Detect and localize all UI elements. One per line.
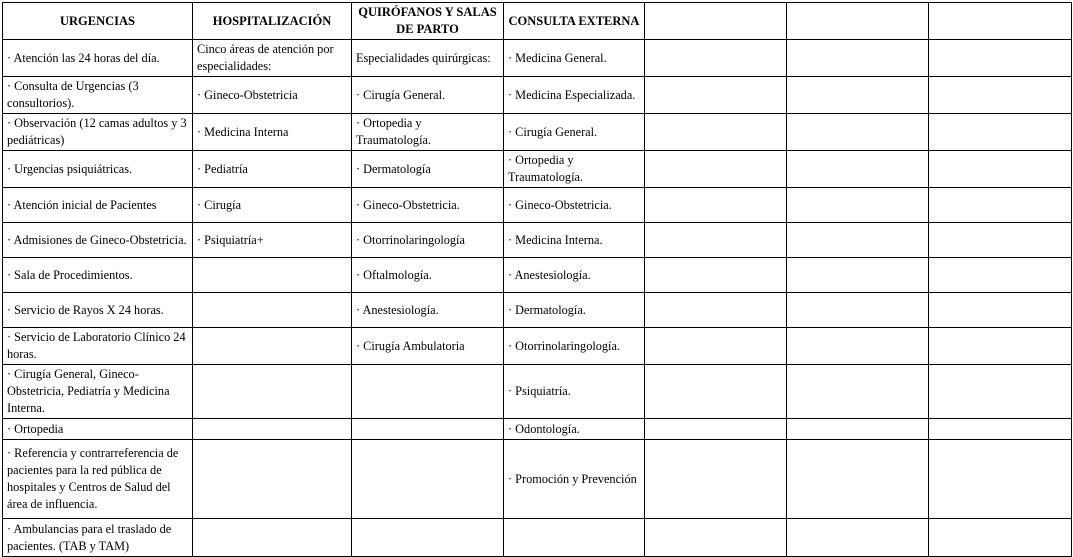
table-cell (352, 419, 504, 440)
table-cell (193, 419, 352, 440)
table-cell (787, 40, 929, 77)
table-cell: · Psiquiatría. (504, 365, 645, 419)
table-cell: · Admisiones de Gineco-Obstetricia. (3, 223, 193, 258)
table-cell: · Ortopedia y Traumatología. (352, 114, 504, 151)
table-row (3, 419, 1072, 440)
table-cell (645, 328, 787, 365)
table-cell (787, 293, 929, 328)
table-cell: · Dermatología (352, 151, 504, 188)
table-cell: · Servicio de Laboratorio Clínico 24 horas. (3, 328, 193, 365)
table-cell (929, 365, 1072, 419)
header-quirofanos: QUIRÓFANOS Y SALAS DE PARTO (352, 3, 504, 40)
table-cell (645, 77, 787, 114)
table-row (3, 77, 1072, 114)
table-row (3, 328, 1072, 365)
table-cell: · Ambulancias para el traslado de pacientes. (TAB y TAM) (3, 519, 193, 557)
table-cell (929, 223, 1072, 258)
table-row (3, 223, 1072, 258)
table-cell (645, 365, 787, 419)
table-cell: · Dermatología. (504, 293, 645, 328)
table-row (3, 114, 1072, 151)
table-cell: · Anestesiología. (352, 293, 504, 328)
table-cell (929, 40, 1072, 77)
table-cell: · Medicina Especializada. (504, 77, 645, 114)
table-cell (929, 258, 1072, 293)
table-cell (645, 519, 787, 557)
header-empty-5 (645, 3, 787, 40)
table-cell (645, 40, 787, 77)
header-consulta-externa: CONSULTA EXTERNA (504, 3, 645, 40)
table-row (3, 293, 1072, 328)
table-cell: · Referencia y contrarreferencia de pacientes para la red pública de hospitales y Centros de Salud del área de influencia. (3, 440, 193, 519)
table-cell: · Gineco-Obstetricia. (352, 188, 504, 223)
table-cell (504, 519, 645, 557)
table-cell: · Gineco-Obstetricia (193, 77, 352, 114)
table-cell (787, 419, 929, 440)
table-cell (929, 151, 1072, 188)
services-table (2, 2, 1072, 557)
table-cell (929, 419, 1072, 440)
table-cell (352, 440, 504, 519)
table-cell (929, 114, 1072, 151)
table-cell (645, 293, 787, 328)
table-cell (929, 328, 1072, 365)
table-cell (787, 519, 929, 557)
header-empty-7 (929, 3, 1072, 40)
table-cell: · Sala de Procedimientos. (3, 258, 193, 293)
table-cell (645, 258, 787, 293)
table-row (3, 151, 1072, 188)
table-cell (929, 188, 1072, 223)
table-cell: · Pediatría (193, 151, 352, 188)
table-cell (787, 151, 929, 188)
table-cell (193, 293, 352, 328)
table-cell: · Cirugía General. (352, 77, 504, 114)
table-cell: · Ortopedia y Traumatología. (504, 151, 645, 188)
table-cell (645, 419, 787, 440)
table-cell (929, 293, 1072, 328)
table-row (3, 258, 1072, 293)
header-row (3, 3, 1072, 40)
table-cell (929, 440, 1072, 519)
table-row (3, 40, 1072, 77)
table-cell: Cinco áreas de atención por especialidades: (193, 40, 352, 77)
table-cell: · Cirugía Ambulatoria (352, 328, 504, 365)
table-cell (193, 328, 352, 365)
table-row (3, 188, 1072, 223)
table-cell (193, 365, 352, 419)
table-cell (645, 151, 787, 188)
table-cell (787, 114, 929, 151)
table-cell (645, 114, 787, 151)
table-cell (787, 188, 929, 223)
table-cell: · Oftalmología. (352, 258, 504, 293)
table-cell: · Ortopedia (3, 419, 193, 440)
table-row (3, 519, 1072, 557)
table-cell (352, 519, 504, 557)
header-urgencias: URGENCIAS (3, 3, 193, 40)
table-cell (645, 188, 787, 223)
table-row (3, 365, 1072, 419)
header-hospitalizacion: HOSPITALIZACIÓN (193, 3, 352, 40)
table-cell: · Otorrinolaringología. (504, 328, 645, 365)
table-cell: · Cirugía General. (504, 114, 645, 151)
table-cell: · Medicina Interna (193, 114, 352, 151)
table-cell: · Psiquiatría+ (193, 223, 352, 258)
table-cell (645, 223, 787, 258)
table-cell (929, 77, 1072, 114)
table-cell: · Atención inicial de Pacientes (3, 188, 193, 223)
table-cell: · Gineco-Obstetricia. (504, 188, 645, 223)
table-cell (193, 440, 352, 519)
table-cell: Especialidades quirúrgicas: (352, 40, 504, 77)
table-cell (929, 519, 1072, 557)
table-cell: · Urgencias psiquiátricas. (3, 151, 193, 188)
table-row (3, 440, 1072, 519)
table-cell: · Cirugía General, Gineco-Obstetricia, Pediatría y Medicina Interna. (3, 365, 193, 419)
table-cell (787, 440, 929, 519)
table-cell (193, 519, 352, 557)
table-cell (787, 77, 929, 114)
table-cell (193, 258, 352, 293)
table-cell: · Promoción y Prevención (504, 440, 645, 519)
table-cell: · Cirugía (193, 188, 352, 223)
table-cell: · Observación (12 camas adultos y 3 pediátricas) (3, 114, 193, 151)
table-cell (787, 328, 929, 365)
table-cell: · Consulta de Urgencias (3 consultorios). (3, 77, 193, 114)
header-empty-6 (787, 3, 929, 40)
table-cell: · Medicina General. (504, 40, 645, 77)
table-cell: · Anestesiología. (504, 258, 645, 293)
table-cell (352, 365, 504, 419)
table-cell: · Otorrinolaringología (352, 223, 504, 258)
table-cell: · Odontología. (504, 419, 645, 440)
table-cell (645, 440, 787, 519)
table-cell: · Servicio de Rayos X 24 horas. (3, 293, 193, 328)
table-cell (787, 365, 929, 419)
table-cell: · Atención las 24 horas del día. (3, 40, 193, 77)
table-cell (787, 223, 929, 258)
table-cell (787, 258, 929, 293)
table-cell: · Medicina Interna. (504, 223, 645, 258)
